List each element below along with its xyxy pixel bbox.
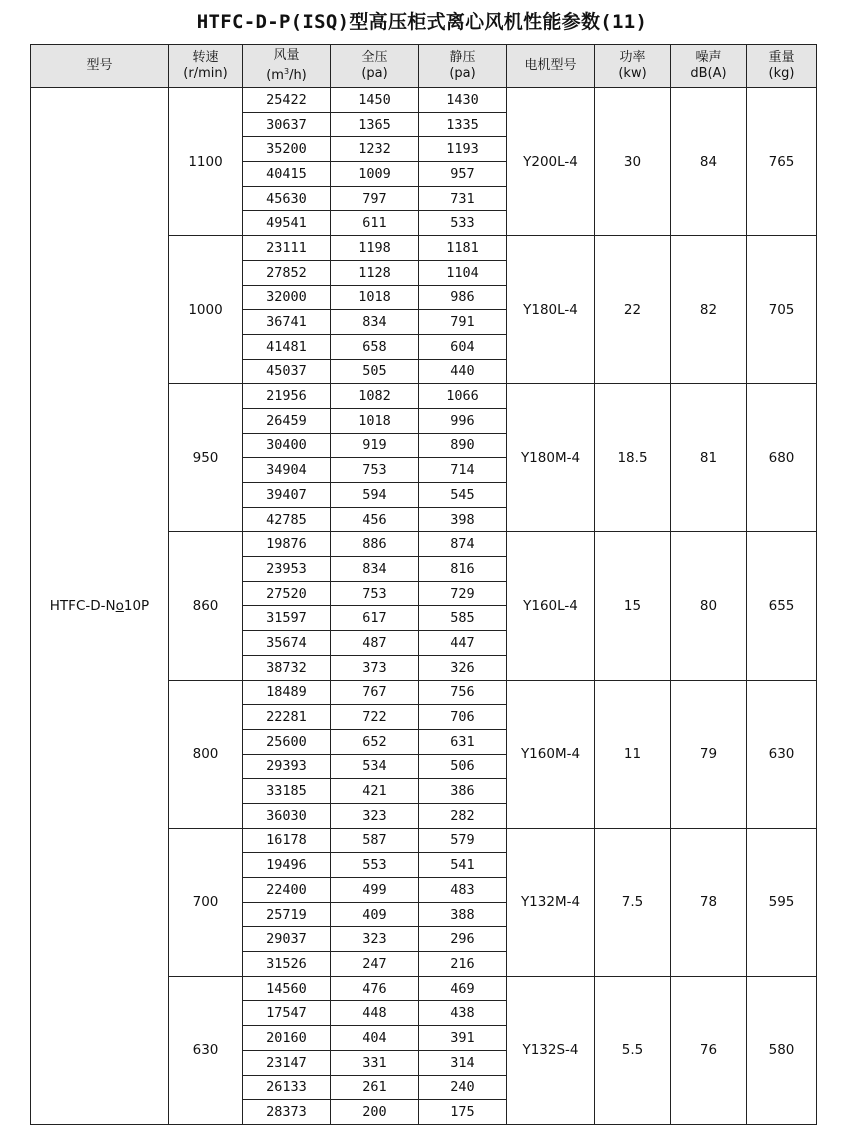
static-pressure-cell: 282: [419, 803, 507, 828]
header-weight: 重量 (kg): [747, 45, 817, 88]
static-pressure-cell: 506: [419, 754, 507, 779]
static-pressure-cell: 731: [419, 186, 507, 211]
static-pressure-cell: 326: [419, 655, 507, 680]
static-pressure-cell: 714: [419, 458, 507, 483]
flow-cell: 38732: [243, 655, 331, 680]
total-pressure-cell: 652: [331, 729, 419, 754]
header-speed: 转速 (r/min): [169, 45, 243, 88]
total-pressure-cell: 456: [331, 507, 419, 532]
total-pressure-cell: 919: [331, 433, 419, 458]
header-model: 型号: [31, 45, 169, 88]
motor-cell: Y180M-4: [507, 384, 595, 532]
total-pressure-cell: 594: [331, 483, 419, 508]
total-pressure-cell: 886: [331, 532, 419, 557]
flow-cell: 49541: [243, 211, 331, 236]
noise-cell: 80: [671, 532, 747, 680]
static-pressure-cell: 533: [419, 211, 507, 236]
flow-cell: 31597: [243, 606, 331, 631]
total-pressure-cell: 834: [331, 310, 419, 335]
static-pressure-cell: 791: [419, 310, 507, 335]
flow-cell: 23953: [243, 557, 331, 582]
total-pressure-cell: 499: [331, 878, 419, 903]
motor-cell: Y200L-4: [507, 88, 595, 236]
total-pressure-cell: 1009: [331, 162, 419, 187]
total-pressure-cell: 323: [331, 927, 419, 952]
flow-cell: 21956: [243, 384, 331, 409]
flow-cell: 25600: [243, 729, 331, 754]
power-cell: 18.5: [595, 384, 671, 532]
performance-table: [30, 44, 817, 1125]
total-pressure-cell: 200: [331, 1100, 419, 1125]
static-pressure-cell: 386: [419, 779, 507, 804]
motor-cell: Y160L-4: [507, 532, 595, 680]
total-pressure-cell: 753: [331, 581, 419, 606]
weight-cell: 655: [747, 532, 817, 680]
static-pressure-cell: 314: [419, 1050, 507, 1075]
total-pressure-cell: 553: [331, 853, 419, 878]
total-pressure-cell: 587: [331, 828, 419, 853]
static-pressure-cell: 545: [419, 483, 507, 508]
static-pressure-cell: 756: [419, 680, 507, 705]
static-pressure-cell: 483: [419, 878, 507, 903]
static-pressure-cell: 1181: [419, 236, 507, 261]
table-row: [31, 88, 817, 113]
static-pressure-cell: 1193: [419, 137, 507, 162]
flow-cell: 26459: [243, 408, 331, 433]
header-motor: 电机型号: [507, 45, 595, 88]
total-pressure-cell: 1198: [331, 236, 419, 261]
flow-cell: 35674: [243, 631, 331, 656]
flow-cell: 18489: [243, 680, 331, 705]
weight-cell: 630: [747, 680, 817, 828]
flow-cell: 26133: [243, 1075, 331, 1100]
flow-cell: 39407: [243, 483, 331, 508]
flow-cell: 45630: [243, 186, 331, 211]
static-pressure-cell: 438: [419, 1001, 507, 1026]
flow-cell: 19876: [243, 532, 331, 557]
total-pressure-cell: 1128: [331, 260, 419, 285]
flow-cell: 27520: [243, 581, 331, 606]
speed-cell: 1100: [169, 88, 243, 236]
static-pressure-cell: 874: [419, 532, 507, 557]
total-pressure-cell: 261: [331, 1075, 419, 1100]
total-pressure-cell: 448: [331, 1001, 419, 1026]
flow-cell: 23111: [243, 236, 331, 261]
total-pressure-cell: 767: [331, 680, 419, 705]
power-cell: 5.5: [595, 976, 671, 1124]
flow-cell: 23147: [243, 1050, 331, 1075]
flow-cell: 20160: [243, 1026, 331, 1051]
static-pressure-cell: 398: [419, 507, 507, 532]
power-cell: 30: [595, 88, 671, 236]
flow-cell: 45037: [243, 359, 331, 384]
table-body: [31, 88, 817, 1125]
motor-cell: Y132M-4: [507, 828, 595, 976]
static-pressure-cell: 1104: [419, 260, 507, 285]
total-pressure-cell: 505: [331, 359, 419, 384]
header-power: 功率 (kw): [595, 45, 671, 88]
flow-cell: 29037: [243, 927, 331, 952]
noise-cell: 84: [671, 88, 747, 236]
flow-cell: 28373: [243, 1100, 331, 1125]
motor-cell: Y160M-4: [507, 680, 595, 828]
flow-cell: 25719: [243, 902, 331, 927]
total-pressure-cell: 1450: [331, 88, 419, 113]
model-cell: HTFC-D-No10P: [31, 88, 169, 1125]
total-pressure-cell: 421: [331, 779, 419, 804]
total-pressure-cell: 476: [331, 976, 419, 1001]
motor-cell: Y180L-4: [507, 236, 595, 384]
weight-cell: 595: [747, 828, 817, 976]
total-pressure-cell: 1018: [331, 285, 419, 310]
speed-cell: 630: [169, 976, 243, 1124]
flow-cell: 25422: [243, 88, 331, 113]
static-pressure-cell: 1066: [419, 384, 507, 409]
static-pressure-cell: 1335: [419, 112, 507, 137]
noise-cell: 78: [671, 828, 747, 976]
flow-cell: 32000: [243, 285, 331, 310]
header-static-pressure: 静压 (pa): [419, 45, 507, 88]
flow-cell: 30400: [243, 433, 331, 458]
flow-cell: 16178: [243, 828, 331, 853]
flow-cell: 41481: [243, 334, 331, 359]
header-total-pressure: 全压 (pa): [331, 45, 419, 88]
static-pressure-cell: 440: [419, 359, 507, 384]
flow-cell: 19496: [243, 853, 331, 878]
static-pressure-cell: 469: [419, 976, 507, 1001]
total-pressure-cell: 247: [331, 952, 419, 977]
total-pressure-cell: 722: [331, 705, 419, 730]
speed-cell: 700: [169, 828, 243, 976]
total-pressure-cell: 658: [331, 334, 419, 359]
static-pressure-cell: 957: [419, 162, 507, 187]
static-pressure-cell: 1430: [419, 88, 507, 113]
flow-cell: 22281: [243, 705, 331, 730]
total-pressure-cell: 611: [331, 211, 419, 236]
weight-cell: 580: [747, 976, 817, 1124]
header-row: [31, 45, 817, 88]
static-pressure-cell: 604: [419, 334, 507, 359]
flow-cell: 17547: [243, 1001, 331, 1026]
flow-cell: 30637: [243, 112, 331, 137]
static-pressure-cell: 986: [419, 285, 507, 310]
noise-cell: 76: [671, 976, 747, 1124]
static-pressure-cell: 388: [419, 902, 507, 927]
total-pressure-cell: 487: [331, 631, 419, 656]
static-pressure-cell: 996: [419, 408, 507, 433]
total-pressure-cell: 753: [331, 458, 419, 483]
total-pressure-cell: 1365: [331, 112, 419, 137]
static-pressure-cell: 579: [419, 828, 507, 853]
total-pressure-cell: 1082: [331, 384, 419, 409]
static-pressure-cell: 729: [419, 581, 507, 606]
speed-cell: 860: [169, 532, 243, 680]
noise-cell: 79: [671, 680, 747, 828]
power-cell: 22: [595, 236, 671, 384]
flow-cell: 22400: [243, 878, 331, 903]
total-pressure-cell: 404: [331, 1026, 419, 1051]
noise-cell: 82: [671, 236, 747, 384]
flow-cell: 36030: [243, 803, 331, 828]
flow-cell: 33185: [243, 779, 331, 804]
static-pressure-cell: 631: [419, 729, 507, 754]
flow-cell: 36741: [243, 310, 331, 335]
total-pressure-cell: 617: [331, 606, 419, 631]
noise-cell: 81: [671, 384, 747, 532]
total-pressure-cell: 834: [331, 557, 419, 582]
flow-cell: 29393: [243, 754, 331, 779]
flow-cell: 31526: [243, 952, 331, 977]
flow-cell: 14560: [243, 976, 331, 1001]
static-pressure-cell: 816: [419, 557, 507, 582]
static-pressure-cell: 296: [419, 927, 507, 952]
motor-cell: Y132S-4: [507, 976, 595, 1124]
flow-cell: 27852: [243, 260, 331, 285]
weight-cell: 680: [747, 384, 817, 532]
static-pressure-cell: 216: [419, 952, 507, 977]
total-pressure-cell: 331: [331, 1050, 419, 1075]
total-pressure-cell: 1018: [331, 408, 419, 433]
power-cell: 7.5: [595, 828, 671, 976]
header-flow: 风量 $(m^3/h)$: [243, 45, 331, 88]
speed-cell: 950: [169, 384, 243, 532]
static-pressure-cell: 706: [419, 705, 507, 730]
flow-cell: 40415: [243, 162, 331, 187]
speed-cell: 1000: [169, 236, 243, 384]
page-title: HTFC-D-P(ISQ)型高压柜式离心风机性能参数(11): [196, 11, 648, 33]
weight-cell: 705: [747, 236, 817, 384]
weight-cell: 765: [747, 88, 817, 236]
total-pressure-cell: 797: [331, 186, 419, 211]
total-pressure-cell: 323: [331, 803, 419, 828]
flow-cell: 34904: [243, 458, 331, 483]
total-pressure-cell: 409: [331, 902, 419, 927]
power-cell: 11: [595, 680, 671, 828]
total-pressure-cell: 373: [331, 655, 419, 680]
static-pressure-cell: 447: [419, 631, 507, 656]
static-pressure-cell: 391: [419, 1026, 507, 1051]
total-pressure-cell: 1232: [331, 137, 419, 162]
static-pressure-cell: 541: [419, 853, 507, 878]
static-pressure-cell: 175: [419, 1100, 507, 1125]
power-cell: 15: [595, 532, 671, 680]
flow-cell: 42785: [243, 507, 331, 532]
speed-cell: 800: [169, 680, 243, 828]
static-pressure-cell: 240: [419, 1075, 507, 1100]
header-noise: 噪声 dB(A): [671, 45, 747, 88]
total-pressure-cell: 534: [331, 754, 419, 779]
static-pressure-cell: 890: [419, 433, 507, 458]
static-pressure-cell: 585: [419, 606, 507, 631]
flow-cell: 35200: [243, 137, 331, 162]
